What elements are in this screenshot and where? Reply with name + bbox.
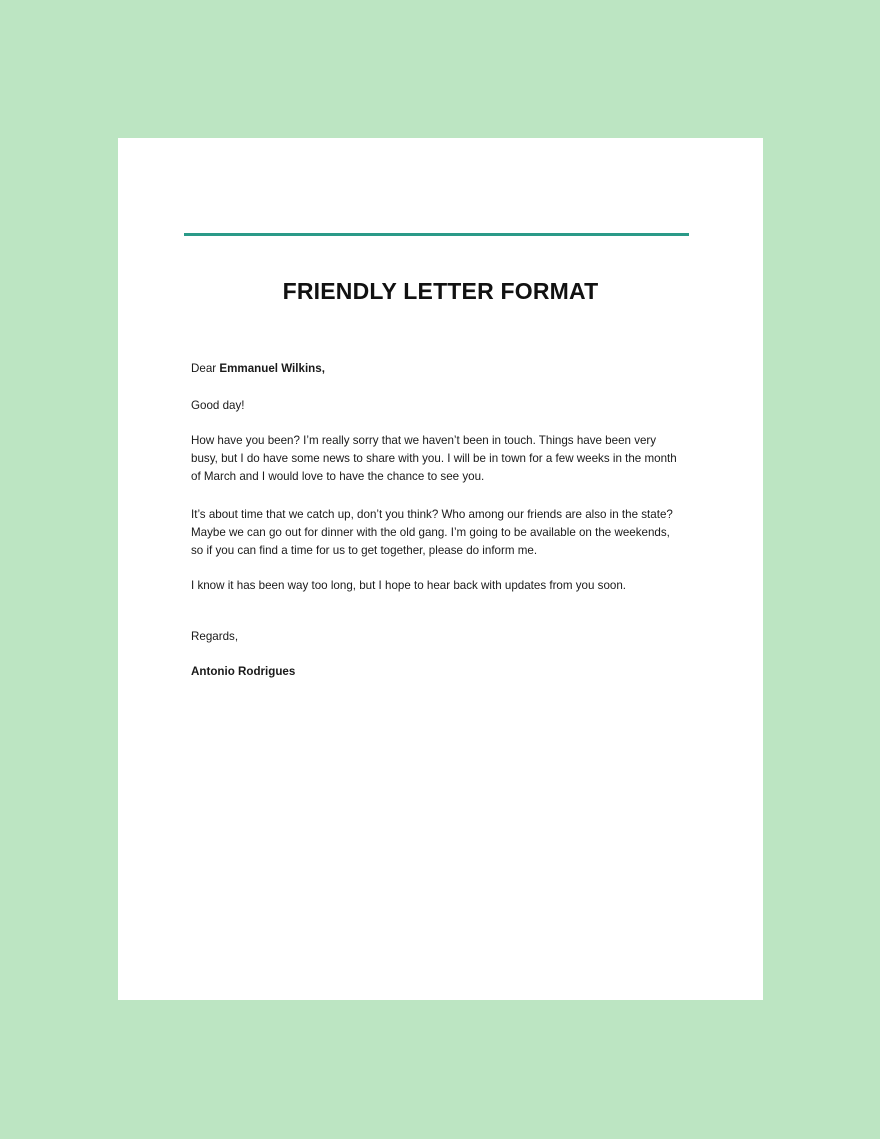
letter-page xyxy=(118,138,763,1000)
paragraph-2-line: Maybe we can go out for dinner with the old gang. I’m going to be available on the weekends, xyxy=(191,526,670,539)
paragraph-1-line: How have you been? I’m really sorry that we haven’t been in touch. Things have been very xyxy=(191,434,657,447)
paragraph-2-line: so if you can find a time for us to get together, please do inform me. xyxy=(191,544,538,557)
greeting: Good day! xyxy=(191,399,245,412)
closing: Regards, xyxy=(191,630,239,643)
accent-divider xyxy=(184,233,689,236)
paragraph-1-line: of March and I would love to have the chance to see you. xyxy=(191,470,485,483)
signature: Antonio Rodrigues xyxy=(191,665,296,678)
letter-title: FRIENDLY LETTER FORMAT xyxy=(282,278,599,304)
salutation xyxy=(191,360,325,378)
salutation-prefix: Dear xyxy=(191,362,220,375)
paragraph-1-line: busy, but I do have some news to share with you. I will be in town for a few weeks in the month xyxy=(191,452,677,465)
paragraph-3: I know it has been way too long, but I hope to hear back with updates from you soon. xyxy=(191,579,627,592)
recipient-name: Emmanuel Wilkins, xyxy=(219,362,325,375)
paragraph-2-line: It’s about time that we catch up, don’t you think? Who among our friends are also in the state? xyxy=(191,508,673,521)
